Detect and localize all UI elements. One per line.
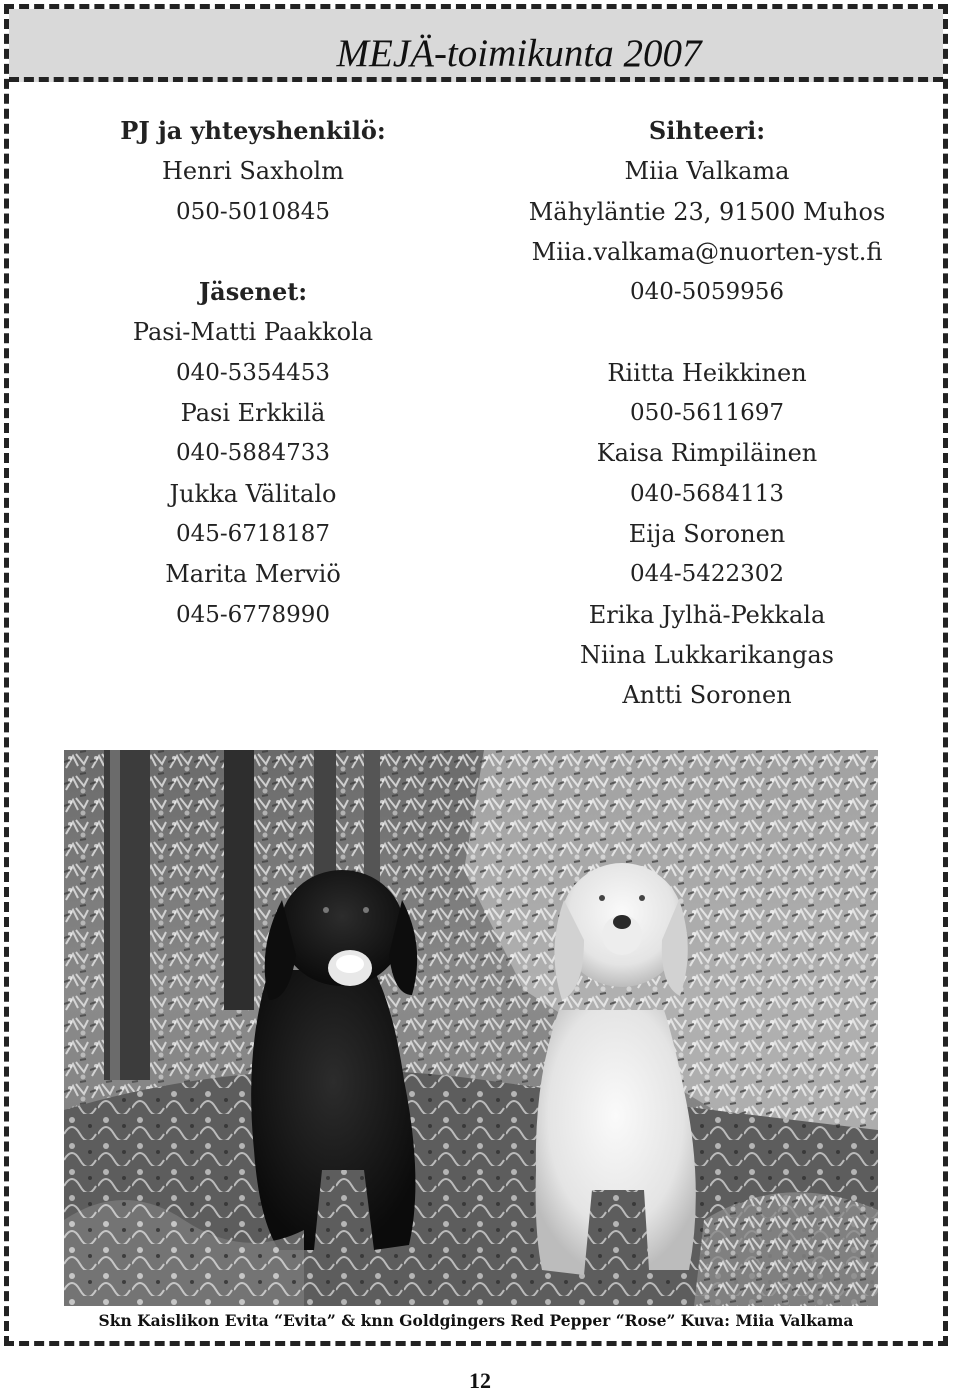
chair-phone: 050-5010845 (175, 198, 331, 225)
member-name: Pasi-Matti Paakkola (132, 318, 374, 347)
spacer (92, 232, 414, 272)
member-name: Pasi Erkkilä (180, 399, 326, 428)
secretary-address: Mähyläntie 23, 91500 Muhos (528, 197, 886, 226)
member-phone: 044-5422302 (629, 561, 785, 588)
photo-caption: Skn Kaislikon Evita “Evita” & knn Goldgingers Red Pepper “Rose” Kuva: Miia Valkama (98, 1311, 854, 1330)
left-column (92, 111, 414, 635)
member-phone: 045-6718187 (175, 520, 331, 547)
chair-name: Henri Saxholm (162, 157, 344, 186)
member-phone: 045-6778990 (175, 601, 331, 628)
secretary-email: Miia.valkama@nuorten-yst.fi (531, 237, 883, 266)
page-number: 12 (469, 1368, 491, 1393)
member-name: Erika Jylhä-Pekkala (588, 600, 826, 629)
member-phone: 050-5611697 (629, 400, 785, 427)
member-name: Eija Soronen (628, 519, 786, 548)
secretary-heading: Sihteeri: (648, 116, 766, 145)
secretary-name: Miia Valkama (624, 157, 790, 186)
right-column (500, 111, 914, 715)
page-title: MEJÄ-toimikunta 2007 (336, 32, 702, 75)
member-name: Jukka Välitalo (169, 479, 337, 508)
spacer (500, 312, 914, 352)
title-band (9, 9, 943, 82)
member-name: Riitta Heikkinen (607, 358, 807, 387)
chair-heading: PJ ja yhteyshenkilö: (120, 116, 386, 145)
member-name: Niina Lukkarikangas (580, 640, 834, 669)
member-phone: 040-5884733 (175, 440, 331, 467)
member-name: Antti Soronen (622, 681, 792, 710)
member-phone: 040-5354453 (175, 359, 331, 386)
secretary-phone: 040-5059956 (629, 279, 785, 306)
dogs-photo (64, 750, 878, 1306)
members-heading: Jäsenet: (198, 277, 308, 307)
member-name: Marita Merviö (165, 560, 341, 589)
member-phone: 040-5684113 (629, 480, 785, 507)
member-name: Kaisa Rimpiläinen (596, 439, 818, 468)
